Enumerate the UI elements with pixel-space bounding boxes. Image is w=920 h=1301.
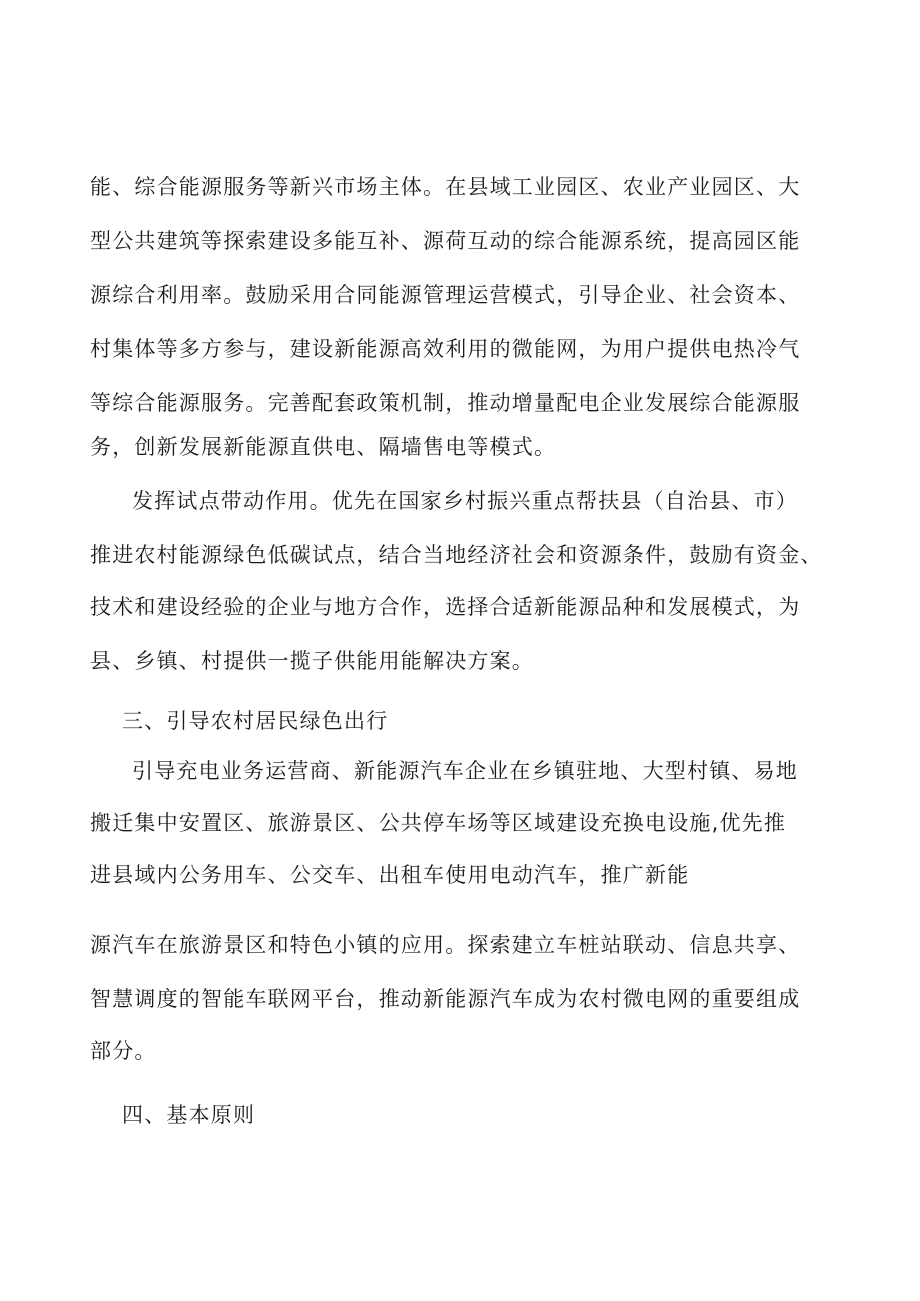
text-line: 源综合利用率。鼓励采用合同能源管理运营模式，引导企业、社会资本、: [90, 283, 801, 307]
text-line: 务，创新发展新能源直供电、隔墙售电等模式。: [90, 435, 557, 459]
text-line: 推进农村能源绿色低碳试点，结合当地经济社会和资源条件，鼓励有资金、: [90, 543, 823, 567]
text-line: 技术和建设经验的企业与地方合作，选择合适新能源品种和发展模式，为: [90, 595, 801, 619]
text-line: 能、综合能源服务等新兴市场主体。在县域工业园区、农业产业园区、大: [90, 175, 801, 199]
text-line: 部分。: [90, 1039, 157, 1063]
section-heading-4: 四、基本原则: [122, 1103, 256, 1127]
text-line: 智慧调度的智能车联网平台，推动新能源汽车成为农村微电网的重要组成: [90, 987, 801, 1011]
text-line: 发挥试点带动作用。优先在国家乡村振兴重点帮扶县（自治县、市）: [132, 489, 798, 513]
section-heading-3: 三、引导农村居民绿色出行: [122, 709, 389, 733]
text-line: 县、乡镇、村提供一揽子供能用能解决方案。: [90, 649, 534, 673]
text-line: 等综合能源服务。完善配套政策机制，推动增量配电企业发展综合能源服: [90, 391, 801, 415]
text-line: 进县域内公务用车、公交车、出租车使用电动汽车，推广新能: [90, 863, 690, 887]
text-line: 源汽车在旅游景区和特色小镇的应用。探索建立车桩站联动、信息共享、: [90, 933, 801, 957]
text-line: 引导充电业务运营商、新能源汽车企业在乡镇驻地、大型村镇、易地: [132, 759, 798, 783]
text-line: 搬迁集中安置区、旅游景区、公共停车场等区域建设充换电设施,优先推: [90, 811, 787, 835]
text-line: 村集体等多方参与，建设新能源高效利用的微能网，为用户提供电热冷气: [90, 337, 801, 361]
text-line: 型公共建筑等探索建设多能互补、源荷互动的综合能源系统，提高园区能: [90, 229, 801, 253]
